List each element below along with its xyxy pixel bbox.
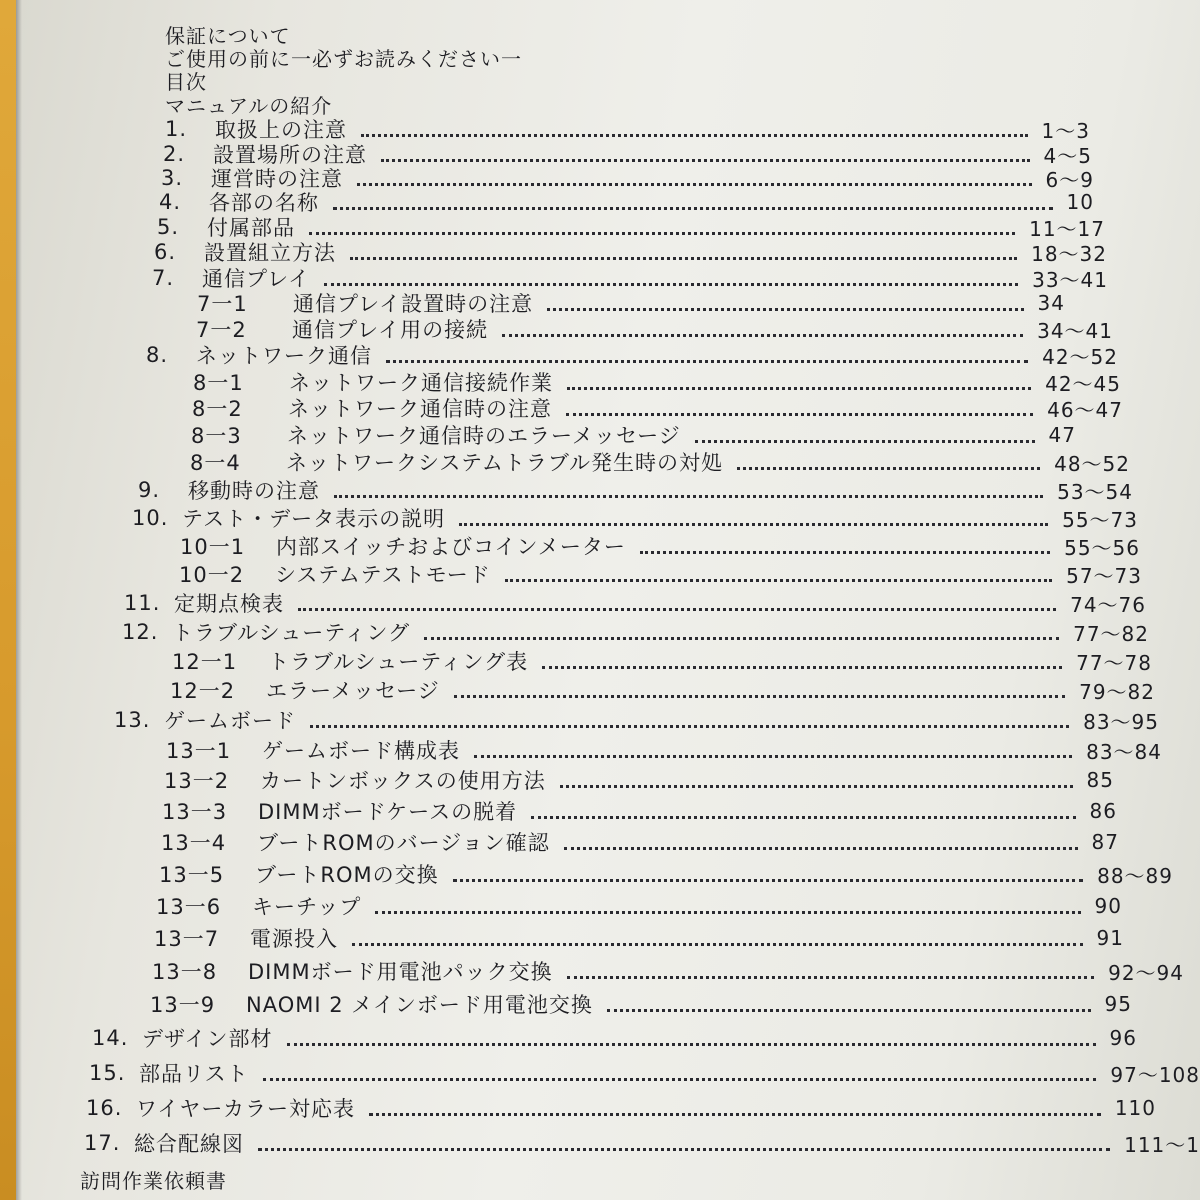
toc-pages: 42～45 (1045, 371, 1121, 396)
toc-title: 定期点検表 (174, 592, 284, 616)
toc-title: トラブルシューティング (172, 621, 411, 645)
toc-title: ネットワーク通信接続作業 (289, 371, 553, 395)
toc-pages: 42～52 (1042, 344, 1118, 369)
toc-title: ネットワーク通信 (196, 344, 372, 368)
toc-number: 15. (89, 1061, 126, 1085)
toc-title: ブートROMの交換 (255, 863, 439, 887)
toc-pages: 85 (1086, 768, 1114, 792)
toc-number: 8一3 (191, 424, 242, 448)
dot-leader (334, 495, 1043, 498)
dot-leader (502, 334, 1023, 337)
toc-title: 通信プレイ用の接続 (292, 318, 489, 342)
toc-entry (122, 617, 1149, 647)
toc-pages: 95 (1104, 992, 1132, 1016)
toc-pages: 86 (1089, 799, 1117, 823)
toc-title: ネットワーク通信時の注意 (288, 397, 552, 421)
dot-leader (737, 467, 1040, 470)
toc-pages: 55～56 (1064, 535, 1140, 560)
toc-subentry (172, 646, 1152, 676)
toc-number: 13一8 (152, 960, 218, 984)
toc-pages: 47 (1048, 423, 1076, 447)
toc-title: 部品リスト (139, 1062, 249, 1086)
front-matter-manual-intro: マニュアルの紹介 (165, 94, 333, 118)
toc-subentry (166, 735, 1162, 765)
toc-title: 総合配線図 (134, 1132, 244, 1156)
toc-pages: 53～54 (1057, 479, 1133, 504)
toc-pages: 96 (1109, 1026, 1137, 1050)
toc-number: 12一1 (172, 650, 238, 674)
toc-pages: 11～17 (1029, 216, 1105, 241)
toc-number: 5. (157, 215, 180, 239)
dot-leader (640, 551, 1050, 554)
dot-leader (350, 257, 1017, 260)
toc-subentry (180, 531, 1140, 561)
toc-entry (146, 340, 1118, 370)
toc-number: 12. (122, 620, 159, 644)
front-matter-contents: 目次 (165, 70, 207, 94)
toc-title: ゲームボード構成表 (262, 739, 460, 763)
toc-number: 6. (154, 240, 177, 264)
dot-leader (263, 1078, 1097, 1081)
toc-title: 付属部品 (207, 216, 295, 240)
toc-pages: 79～82 (1079, 679, 1155, 704)
toc-pages: 46～47 (1047, 397, 1123, 422)
toc-number: 8. (146, 343, 169, 367)
dot-leader (357, 183, 1032, 186)
toc-subentry (161, 827, 1119, 857)
dot-leader (505, 579, 1052, 582)
dot-leader (369, 1113, 1101, 1116)
toc-title: 各部の名称 (209, 191, 319, 215)
toc-number: 10一1 (180, 535, 246, 559)
dot-leader (298, 608, 1056, 611)
dot-leader (352, 943, 1083, 946)
toc-number: 8一2 (192, 397, 243, 421)
toc-title: DIMMボードケースの脱着 (258, 800, 518, 824)
toc-subentry (150, 989, 1132, 1019)
toc-title: 内部スイッチおよびコインメーター (276, 535, 626, 559)
dot-leader (695, 440, 1035, 443)
toc-title: デザイン部材 (142, 1027, 273, 1051)
toc-number: 13一2 (164, 769, 230, 793)
toc-entry (132, 503, 1138, 533)
toc-pages: 110 (1114, 1096, 1156, 1120)
front-matter-read-first: ご使用の前に一必ずお読みください一 (165, 47, 522, 71)
front-matter-warranty: 保証について (165, 24, 291, 48)
dot-leader (531, 816, 1075, 819)
dot-leader (386, 360, 1028, 363)
dot-leader (547, 308, 1023, 311)
dot-leader (381, 159, 1030, 162)
toc-number: 7. (152, 266, 175, 290)
dot-leader (333, 207, 1053, 210)
toc-pages: 90 (1094, 894, 1122, 918)
toc-number: 2. (163, 142, 186, 166)
dot-leader (567, 387, 1031, 390)
toc-pages: 97～108 (1110, 1062, 1200, 1087)
toc-pages: 34 (1037, 291, 1065, 315)
toc-subentry (192, 393, 1123, 423)
toc-number: 1. (165, 117, 188, 141)
toc-title: ワイヤーカラー対応表 (136, 1097, 355, 1121)
toc-number: 8一1 (193, 371, 244, 395)
toc-pages: 83～84 (1086, 739, 1162, 764)
toc-number: 7一2 (196, 318, 247, 342)
toc-title: ブートROMのバージョン確認 (257, 831, 550, 855)
toc-subentry (152, 956, 1184, 986)
toc-title: カートンボックスの使用方法 (260, 769, 546, 793)
toc-number: 8一4 (190, 451, 241, 475)
toc-pages: 87 (1091, 830, 1119, 854)
toc-pages: 1～3 (1041, 118, 1090, 143)
toc-pages: 77～78 (1076, 650, 1152, 675)
dot-leader (454, 695, 1065, 698)
toc-title: 取扱上の注意 (215, 118, 347, 142)
toc-title: 通信プレイ設置時の注意 (293, 292, 534, 316)
toc-entry (114, 705, 1159, 735)
toc-pages: 10 (1066, 190, 1094, 214)
toc-number: 13一4 (161, 831, 227, 855)
toc-pages: 57～73 (1066, 563, 1142, 588)
toc-number: 10一2 (179, 563, 245, 587)
toc-subentry (154, 923, 1124, 953)
toc-title: 移動時の注意 (188, 479, 320, 503)
toc-pages: 33～41 (1032, 267, 1108, 292)
toc-number: 14. (92, 1026, 129, 1050)
toc-entry (89, 1058, 1200, 1088)
toc-subentry (159, 859, 1173, 889)
toc-pages: 6～9 (1045, 167, 1094, 192)
dot-leader (564, 847, 1078, 850)
dot-leader (309, 232, 1015, 235)
toc-number: 13一9 (150, 993, 216, 1017)
toc-subentry (164, 765, 1114, 795)
toc-subentry (170, 675, 1155, 705)
dot-leader (474, 755, 1072, 758)
dot-leader (424, 637, 1059, 640)
toc-title: キーチップ (252, 895, 362, 919)
toc-title: エラーメッセージ (266, 679, 440, 703)
back-matter-visit-request: 訪問作業依頼書 (80, 1169, 227, 1193)
toc-title: ネットワーク通信時のエラーメッセージ (287, 424, 681, 448)
toc-number: 11. (124, 591, 161, 615)
toc-pages: 48～52 (1054, 451, 1130, 476)
toc-pages: 18～32 (1031, 241, 1107, 266)
toc-pages: 91 (1096, 926, 1124, 950)
dot-leader (567, 976, 1094, 979)
toc-number: 9. (138, 478, 161, 502)
toc-title: 通信プレイ (202, 267, 311, 291)
toc-subentry (191, 420, 1076, 450)
toc-number: 16. (86, 1096, 123, 1120)
toc-subentry (190, 447, 1130, 477)
toc-title: DIMMボード用電池パック交換 (248, 960, 553, 984)
toc-pages: 88～89 (1097, 863, 1173, 888)
dot-leader (453, 879, 1083, 882)
dot-leader (287, 1043, 1096, 1046)
toc-number: 13一1 (166, 739, 232, 763)
dot-leader (310, 725, 1069, 728)
toc-entry (92, 1023, 1137, 1053)
toc-subentry (179, 559, 1142, 589)
toc-pages: 55～73 (1062, 507, 1138, 532)
toc-number: 13. (114, 708, 151, 732)
toc-title: 電源投入 (250, 927, 338, 951)
toc-title: トラブルシューティング表 (268, 650, 529, 674)
dot-leader (324, 283, 1018, 286)
toc-entry (124, 588, 1146, 618)
dot-leader (542, 666, 1062, 669)
toc-number: 17. (84, 1131, 121, 1155)
dot-leader (375, 911, 1080, 914)
toc-title: 設置場所の注意 (213, 143, 367, 167)
toc-entry (86, 1093, 1156, 1123)
dot-leader (566, 413, 1033, 416)
toc-title: テスト・データ表示の説明 (182, 507, 446, 531)
toc-entry (138, 475, 1133, 505)
toc-pages: 4～5 (1043, 143, 1092, 168)
toc-title: NAOMI 2 メインボード用電池交換 (246, 993, 593, 1017)
toc-number: 7一1 (197, 292, 248, 316)
toc-title: システムテストモード (275, 563, 491, 587)
toc-number: 13一3 (162, 800, 228, 824)
toc-pages: 83～95 (1083, 709, 1159, 734)
toc-pages: 92～94 (1108, 960, 1184, 985)
toc-number: 3. (161, 166, 184, 190)
toc-number: 10. (132, 506, 169, 530)
toc-pages: 111～1 (1124, 1132, 1200, 1157)
toc-pages: 34～41 (1037, 318, 1113, 343)
dot-leader (361, 134, 1028, 137)
dot-leader (607, 1009, 1091, 1012)
dot-leader (258, 1148, 1110, 1151)
dot-leader (560, 785, 1073, 788)
toc-entry (84, 1128, 1200, 1158)
toc-subentry (162, 796, 1117, 826)
toc-number: 13一6 (156, 895, 222, 919)
toc-pages: 77～82 (1073, 621, 1149, 646)
toc-title: 設置組立方法 (204, 241, 336, 265)
toc-title: ネットワークシステムトラブル発生時の対処 (286, 451, 724, 475)
toc-title: 運営時の注意 (211, 167, 343, 191)
dot-leader (459, 523, 1048, 526)
toc-number: 13一7 (154, 927, 220, 951)
toc-subentry (156, 891, 1122, 921)
toc-number: 12一2 (170, 679, 236, 703)
toc-number: 4. (159, 190, 182, 214)
toc-title: ゲームボード (164, 709, 296, 733)
toc-pages: 74～76 (1070, 592, 1146, 617)
toc-number: 13一5 (159, 863, 225, 887)
